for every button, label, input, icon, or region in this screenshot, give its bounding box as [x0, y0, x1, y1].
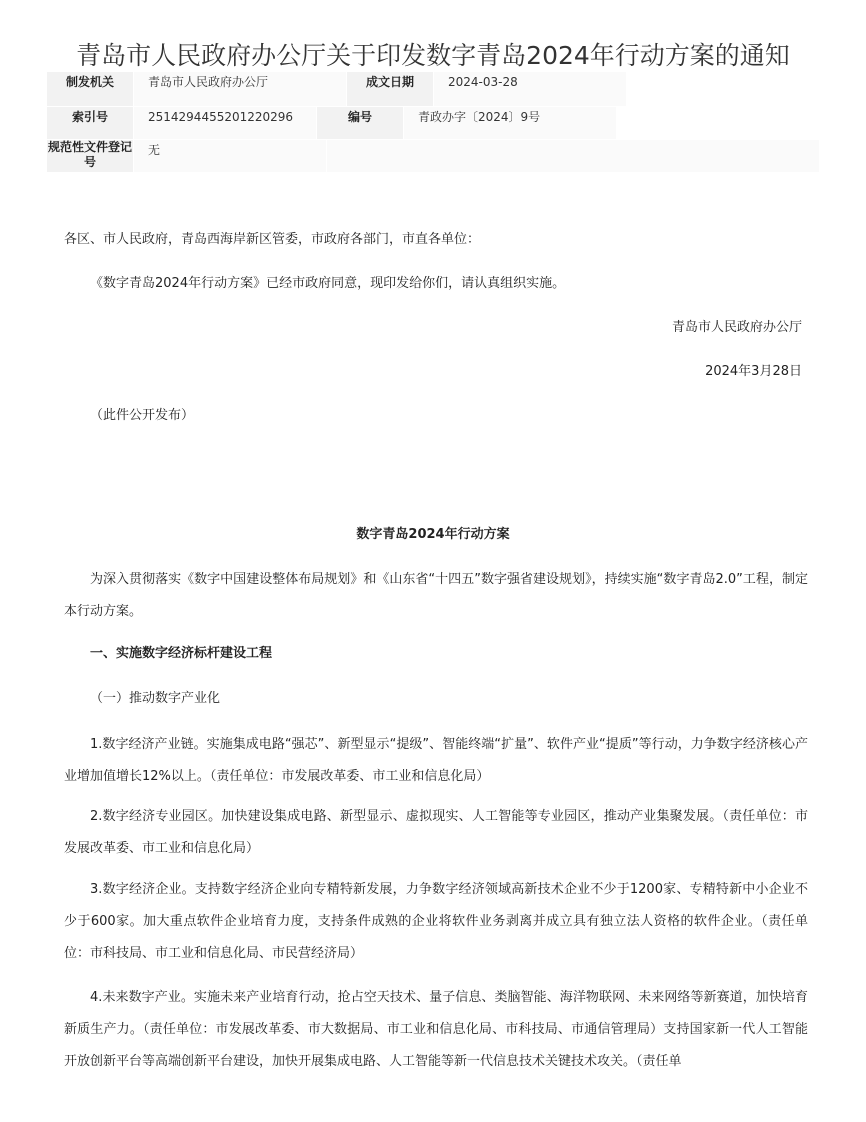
sign-date: 2024年3月28日: [705, 364, 802, 379]
section1-heading: 一、实施数字经济标杆建设工程: [90, 646, 273, 661]
signer: 青岛市人民政府办公厅: [671, 320, 802, 335]
plan-intro: 为深入贯彻落实《数字中国建设整体布局规划》和《山东省“十四五”数字强省建设规划》，持续实施“数字青岛2.0”工程，制定本行动方案。: [64, 572, 808, 619]
notice-body: 《数字青岛2024年行动方案》已经市政府同意，现印发给你们，请认真组织实施。: [90, 276, 566, 291]
issuer-value: 青岛市人民政府办公厅: [134, 72, 346, 106]
item-4: 4.未来数字产业。实施未来产业培育行动，抢占空天技术、量子信息、类脑智能、海洋物联网、未来网络等新赛道，加快培育新质生产力。（责任单位：市发展改革委、市大数据局、市工业和信息化局、市科技局、市通信管理局）支持国家新一代人工智能开放创新平台等高端创新平台建设，加快开展集成电路、人工智能等新一代信息技术关键技术攻关。（责任单: [64, 990, 808, 1069]
page-title: 青岛市人民政府办公厅关于印发数字青岛2024年行动方案的通知: [76, 41, 790, 70]
date-label: 成文日期: [347, 72, 433, 106]
meta-filler: [327, 140, 819, 172]
addressee: 各区、市人民政府，青岛西海岸新区管委，市政府各部门，市直各单位：: [64, 232, 481, 247]
number-value: 青政办字〔2024〕9号: [404, 107, 616, 139]
plan-title: 数字青岛2024年行动方案: [356, 527, 510, 542]
registry-label: 规范性文件登记号: [47, 140, 133, 172]
number-label: 编号: [317, 107, 403, 139]
item-1: 1.数字经济产业链。实施集成电路“强芯”、新型显示“提级”、智能终端“扩量”、软件产业“提质”等行动，力争数字经济核心产业增加值增长12%以上。（责任单位：市发展改革委、市工业和信息化局）: [64, 737, 808, 784]
item-2: 2.数字经济专业园区。加快建设集成电路、新型显示、虚拟现实、人工智能等专业园区，推动产业集聚发展。（责任单位：市发展改革委、市工业和信息化局）: [64, 809, 808, 856]
publish-note: （此件公开发布）: [90, 408, 195, 423]
subsection1-heading: （一）推动数字产业化: [90, 691, 221, 706]
issuer-label: 制发机关: [47, 72, 133, 106]
index-value: 2514294455201220296: [134, 107, 316, 139]
index-label: 索引号: [47, 107, 133, 139]
date-value: 2024-03-28: [434, 72, 626, 106]
registry-value: 无: [134, 140, 326, 172]
item-3: 3.数字经济企业。支持数字经济企业向专精特新发展，力争数字经济领域高新技术企业不少于1200家、专精特新中小企业不少于600家。加大重点软件企业培育力度，支持条件成熟的企业将软件业务剥离并成立具有独立法人资格的软件企业。（责任单位：市科技局、市工业和信息化局、市民营经济局）: [64, 882, 808, 961]
